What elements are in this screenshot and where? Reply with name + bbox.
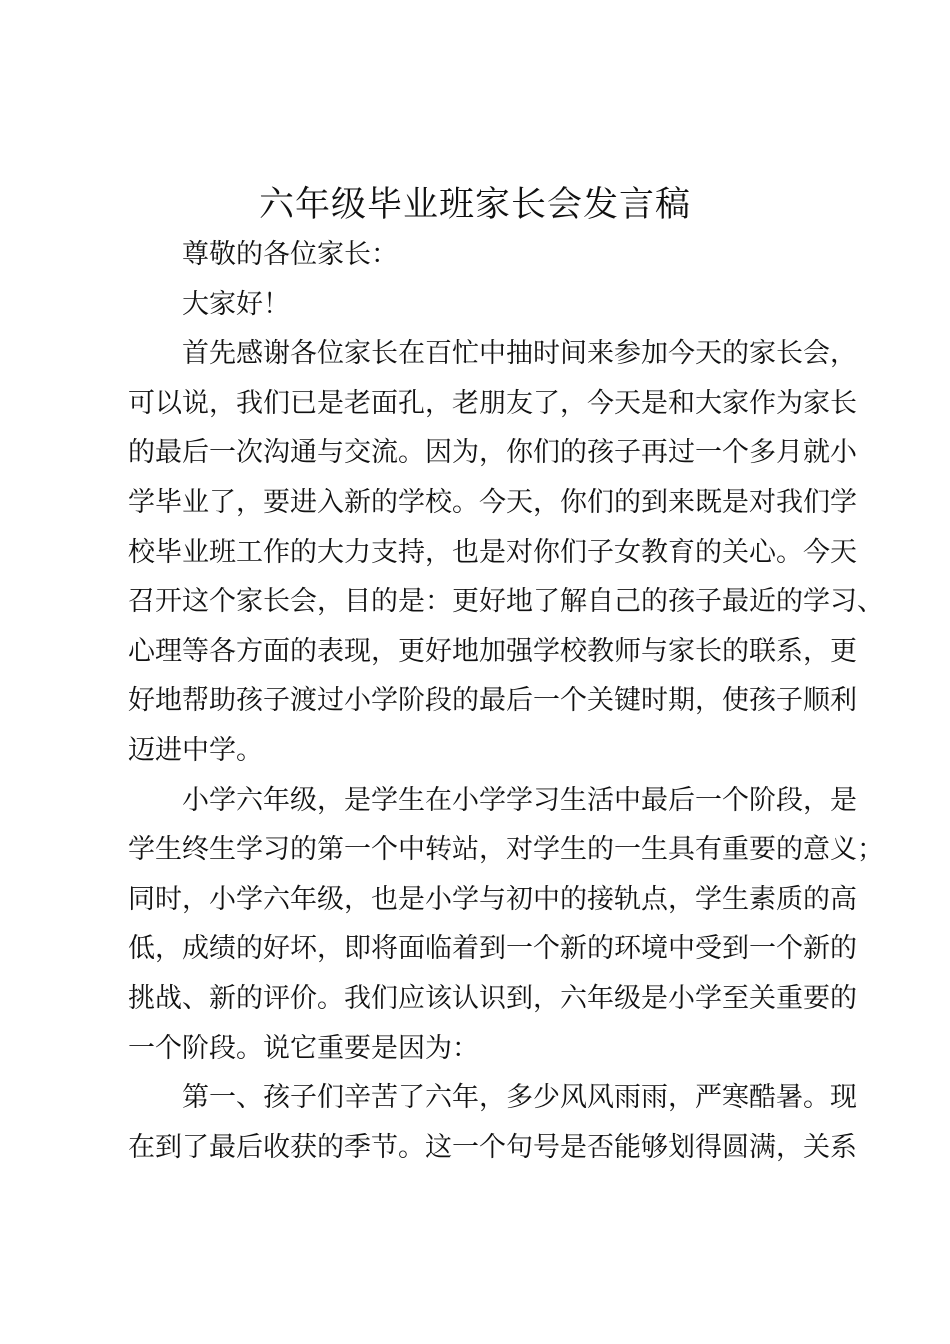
text-line: 好地帮助孩子渡过小学阶段的最后一个关键时期，使孩子顺利 bbox=[128, 685, 857, 717]
document-title: 六年级毕业班家长会发言稿 bbox=[258, 185, 691, 225]
text-line: 学生终生学习的第一个中转站，对学生的一生具有重要的意义； bbox=[128, 834, 884, 866]
text-line: 校毕业班工作的大力支持，也是对你们子女教育的关心。今天 bbox=[128, 536, 857, 568]
paragraph-first-reason bbox=[128, 1073, 858, 1172]
paragraph-greeting bbox=[128, 280, 858, 330]
text-line: 召开这个家长会，目的是：更好地了解自己的孩子最近的学习、 bbox=[128, 586, 884, 618]
text-line: 同时，小学六年级，也是小学与初中的接轨点，学生素质的高 bbox=[128, 883, 857, 915]
text-line: 低，成绩的好坏，即将面临着到一个新的环境中受到一个新的 bbox=[128, 933, 857, 965]
text-line: 的最后一次沟通与交流。因为，你们的孩子再过一个多月就小 bbox=[128, 437, 857, 469]
text-line: 大家好！ bbox=[182, 288, 290, 320]
document-body bbox=[128, 230, 884, 1172]
text-line: 尊敬的各位家长： bbox=[182, 239, 398, 270]
paragraph-salutation bbox=[128, 230, 858, 280]
text-line: 迈进中学。 bbox=[128, 734, 263, 766]
text-line: 首先感谢各位家长在百忙中抽时间来参加今天的家长会， bbox=[182, 338, 857, 370]
text-line: 学毕业了，要进入新的学校。今天，你们的到来既是对我们学 bbox=[128, 486, 857, 518]
text-line: 第一、孩子们辛苦了六年，多少风风雨雨，严寒酷暑。现 bbox=[182, 1082, 857, 1114]
text-line: 可以说，我们已是老面孔，老朋友了，今天是和大家作为家长 bbox=[128, 387, 857, 419]
text-line: 挑战、新的评价。我们应该认识到，六年级是小学至关重要的 bbox=[128, 982, 857, 1014]
text-line: 小学六年级，是学生在小学学习生活中最后一个阶段，是 bbox=[182, 784, 857, 816]
text-line: 心理等各方面的表现，更好地加强学校教师与家长的联系，更 bbox=[128, 635, 857, 667]
text-line: 一个阶段。说它重要是因为： bbox=[128, 1032, 479, 1064]
paragraph-thanks bbox=[128, 329, 884, 775]
paragraph-grade-six bbox=[128, 776, 884, 1074]
text-line: 在到了最后收获的季节。这一个句号是否能够划得圆满，关系 bbox=[128, 1131, 857, 1163]
